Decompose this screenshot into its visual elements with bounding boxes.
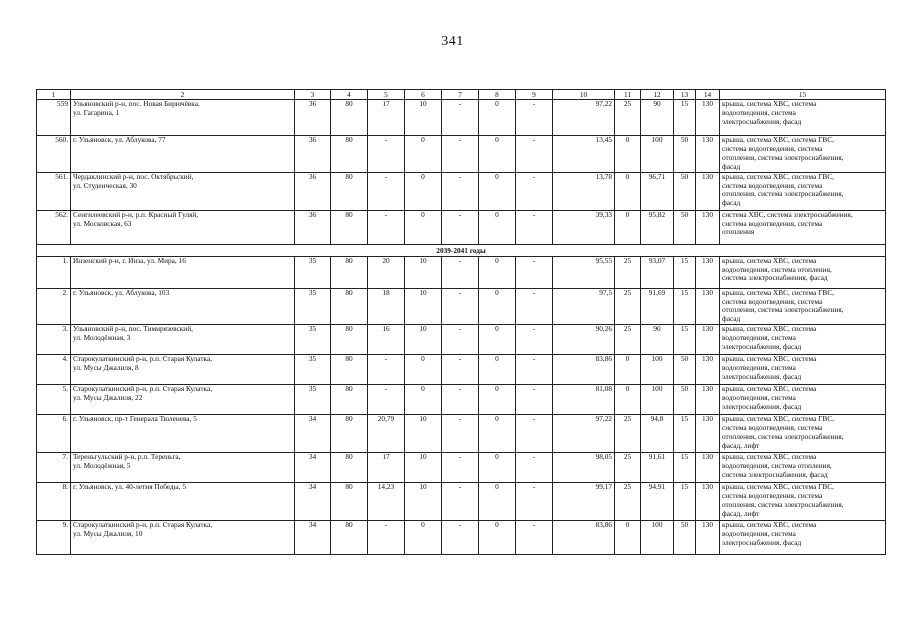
col-13: 50 — [674, 210, 696, 244]
col-6: 10 — [405, 483, 442, 521]
col-9: - — [516, 100, 553, 136]
address — [71, 415, 295, 453]
table-row — [37, 100, 886, 136]
table-row — [37, 172, 886, 210]
col-8: 0 — [479, 521, 516, 555]
work-types-line: отопления, система электроснабжения, — [722, 152, 844, 162]
col-6: 10 — [405, 325, 442, 355]
row-number: 559 — [37, 100, 71, 136]
work-types-line: фасад — [722, 314, 741, 324]
table-row — [37, 483, 886, 521]
work-types — [720, 210, 886, 244]
work-types-line: электроснабжения, фасад — [722, 342, 802, 352]
col-10: 83,86 — [553, 521, 615, 555]
work-types-line: система ХВС, система электроснабжения, — [722, 210, 853, 219]
col-9: - — [516, 385, 553, 415]
column-header: 8 — [479, 90, 516, 100]
address — [71, 453, 295, 483]
col-4: 80 — [331, 385, 368, 415]
col-6: 10 — [405, 415, 442, 453]
col-4: 80 — [331, 256, 368, 288]
col-11: 25 — [615, 288, 641, 325]
col-14: 130 — [696, 453, 720, 483]
section-title: 2039-2041 годы — [37, 244, 886, 256]
col-12: 96,71 — [641, 172, 674, 210]
col-13: 50 — [674, 521, 696, 555]
work-types-line: крыша, система ХВС, система — [722, 384, 817, 394]
column-header: 11 — [615, 90, 641, 100]
col-7: - — [442, 172, 479, 210]
col-14: 130 — [696, 355, 720, 385]
col-7: - — [442, 256, 479, 288]
work-types-line: крыша, система ХВС, система — [722, 324, 817, 334]
col-5: 14,23 — [368, 483, 405, 521]
work-types-line: крыша, система ХВС, система ГВС, — [722, 414, 834, 424]
col-10: 97,22 — [553, 415, 615, 453]
address-line: Ульяновский р-н, пос. Тимирязевский, — [73, 324, 193, 334]
work-types-line: система электроснабжения, фасад — [722, 273, 828, 283]
col-9: - — [516, 355, 553, 385]
row-number: 2. — [37, 288, 71, 325]
col-11: 25 — [615, 100, 641, 136]
col-10: 39,33 — [553, 210, 615, 244]
col-13: 50 — [674, 385, 696, 415]
col-11: 25 — [615, 483, 641, 521]
col-8: 0 — [479, 256, 516, 288]
work-types-line: фасад, лифт — [722, 508, 760, 518]
work-types-line: система водоотведения, система — [722, 143, 823, 153]
address — [71, 521, 295, 555]
work-types-line: крыша, система ХВС, система — [722, 99, 817, 108]
col-7: - — [442, 325, 479, 355]
work-types-line: отопления, система электроснабжения, — [722, 189, 844, 199]
col-3: 34 — [295, 521, 331, 555]
table-body-group1 — [37, 100, 886, 245]
column-header: 1 — [37, 90, 71, 100]
col-8: 0 — [479, 355, 516, 385]
address-line: Инзенский р-н, г. Инза, ул. Мира, 16 — [73, 256, 186, 265]
work-types-line: отопления, система электроснабжения, — [722, 500, 844, 510]
column-header: 12 — [641, 90, 674, 100]
col-13: 50 — [674, 136, 696, 173]
col-11: 0 — [615, 355, 641, 385]
col-14: 130 — [696, 210, 720, 244]
work-types-line: фасад — [722, 161, 741, 171]
work-types — [720, 415, 886, 453]
address — [71, 385, 295, 415]
col-10: 98,05 — [553, 453, 615, 483]
col-11: 25 — [615, 325, 641, 355]
col-13: 15 — [674, 483, 696, 521]
column-header: 14 — [696, 90, 720, 100]
address-line: Ульяновский р-н, пос. Новая Бирючёвка, — [73, 99, 200, 108]
col-9: - — [516, 325, 553, 355]
address-line: ул. Мусы Джалиля, 10 — [73, 529, 143, 539]
col-7: - — [442, 385, 479, 415]
col-3: 36 — [295, 136, 331, 173]
column-header: 9 — [516, 90, 553, 100]
col-12: 93,07 — [641, 256, 674, 288]
table-row — [37, 415, 886, 453]
col-9: - — [516, 453, 553, 483]
col-5: - — [368, 136, 405, 173]
col-10: 13,45 — [553, 136, 615, 173]
col-3: 35 — [295, 288, 331, 325]
work-types-line: система водоотведения, система — [722, 491, 823, 501]
address-line: г. Ульяновск, ул. 40-летия Победы, 5 — [73, 482, 186, 492]
address-line: г. Ульяновск, пр-т Генерала Тюленева, 5 — [73, 414, 197, 424]
col-7: - — [442, 483, 479, 521]
col-6: 0 — [405, 521, 442, 555]
row-number: 6. — [37, 415, 71, 453]
col-13: 50 — [674, 172, 696, 210]
col-3: 34 — [295, 483, 331, 521]
col-8: 0 — [479, 136, 516, 173]
work-types-line: система водоотведения, система — [722, 180, 823, 190]
work-types-line: система водоотведения, система — [722, 423, 823, 433]
col-6: 10 — [405, 453, 442, 483]
col-13: 50 — [674, 355, 696, 385]
work-types-line: крыша, система ХВС, система ГВС, — [722, 135, 834, 144]
col-7: - — [442, 100, 479, 136]
work-types-line: отопления — [722, 227, 755, 237]
work-types — [720, 256, 886, 288]
col-7: - — [442, 210, 479, 244]
col-13: 15 — [674, 325, 696, 355]
col-3: 36 — [295, 210, 331, 244]
table-row — [37, 210, 886, 244]
work-types-line: система водоотведения, система — [722, 218, 823, 228]
col-6: 10 — [405, 256, 442, 288]
col-4: 80 — [331, 355, 368, 385]
col-8: 0 — [479, 385, 516, 415]
col-12: 100 — [641, 355, 674, 385]
column-header: 5 — [368, 90, 405, 100]
col-13: 15 — [674, 256, 696, 288]
col-4: 80 — [331, 325, 368, 355]
work-types-line: отопления, система электроснабжения, — [722, 432, 844, 442]
work-types-line: крыша, система ХВС, система — [722, 354, 817, 364]
work-types-line: крыша, система ХВС, система — [722, 452, 817, 462]
address-line: г. Ульяновск, ул. Аблукова, 77 — [73, 135, 166, 144]
work-types-line: водоотведения, система — [722, 393, 796, 403]
col-7: - — [442, 288, 479, 325]
col-9: - — [516, 288, 553, 325]
row-number: 3. — [37, 325, 71, 355]
col-4: 80 — [331, 136, 368, 173]
work-types-line: фасад, лифт — [722, 440, 760, 450]
col-10: 95,55 — [553, 256, 615, 288]
col-11: 0 — [615, 210, 641, 244]
col-3: 35 — [295, 325, 331, 355]
table-body-group2 — [37, 256, 886, 555]
address — [71, 172, 295, 210]
column-header: 7 — [442, 90, 479, 100]
address — [71, 100, 295, 136]
col-10: 90,26 — [553, 325, 615, 355]
col-4: 80 — [331, 453, 368, 483]
col-12: 95,82 — [641, 210, 674, 244]
col-6: 0 — [405, 210, 442, 244]
col-8: 0 — [479, 100, 516, 136]
col-3: 34 — [295, 415, 331, 453]
work-types-line: крыша, система ХВС, система — [722, 520, 817, 530]
row-number: 9. — [37, 521, 71, 555]
col-8: 0 — [479, 325, 516, 355]
column-header: 2 — [71, 90, 295, 100]
address-line: Чердаклинский р-н, пос. Октябрьский, — [73, 172, 194, 181]
col-4: 80 — [331, 288, 368, 325]
col-14: 130 — [696, 172, 720, 210]
col-8: 0 — [479, 288, 516, 325]
col-7: - — [442, 415, 479, 453]
col-9: - — [516, 415, 553, 453]
col-11: 25 — [615, 453, 641, 483]
work-types-line: водоотведения, система — [722, 107, 796, 117]
col-8: 0 — [479, 453, 516, 483]
col-5: - — [368, 521, 405, 555]
col-3: 36 — [295, 100, 331, 136]
col-3: 34 — [295, 453, 331, 483]
table-row — [37, 385, 886, 415]
col-8: 0 — [479, 483, 516, 521]
work-types — [720, 100, 886, 136]
col-8: 0 — [479, 415, 516, 453]
address — [71, 483, 295, 521]
col-12: 90 — [641, 325, 674, 355]
col-13: 15 — [674, 415, 696, 453]
col-5: - — [368, 172, 405, 210]
address — [71, 355, 295, 385]
section-heading-row — [37, 244, 886, 256]
work-types-line: система электроснабжения, фасад — [722, 470, 828, 480]
col-4: 80 — [331, 415, 368, 453]
col-12: 94,91 — [641, 483, 674, 521]
col-5: 17 — [368, 100, 405, 136]
column-header: 3 — [295, 90, 331, 100]
work-types-line: водоотведения, система — [722, 363, 796, 373]
col-4: 80 — [331, 483, 368, 521]
work-types-line: отопления, система электроснабжения, — [722, 305, 844, 315]
col-8: 0 — [479, 210, 516, 244]
col-13: 15 — [674, 453, 696, 483]
col-5: - — [368, 385, 405, 415]
address — [71, 136, 295, 173]
col-7: - — [442, 521, 479, 555]
column-number-row — [37, 90, 886, 100]
table-row — [37, 521, 886, 555]
address — [71, 288, 295, 325]
row-number: 4. — [37, 355, 71, 385]
row-number: 561. — [37, 172, 71, 210]
address-line: ул. Мусы Джалиля, 22 — [73, 393, 143, 403]
col-8: 0 — [479, 172, 516, 210]
work-types-line: электроснабжения, фасад — [722, 402, 802, 412]
col-12: 91,61 — [641, 453, 674, 483]
col-13: 15 — [674, 288, 696, 325]
work-types — [720, 483, 886, 521]
work-types — [720, 172, 886, 210]
work-types-line: крыша, система ХВС, система ГВС, — [722, 172, 834, 181]
row-number: 1. — [37, 256, 71, 288]
work-types-line: система водоотведения, система — [722, 296, 823, 306]
col-11: 0 — [615, 172, 641, 210]
col-14: 130 — [696, 325, 720, 355]
column-header: 4 — [331, 90, 368, 100]
col-11: 25 — [615, 415, 641, 453]
col-14: 130 — [696, 483, 720, 521]
col-3: 35 — [295, 385, 331, 415]
address-line: ул. Мусы Джалиля, 8 — [73, 363, 139, 373]
address-line: Старокулаткинский р-н, р.п. Старая Кулатка, — [73, 384, 213, 394]
row-number: 562. — [37, 210, 71, 244]
row-number: 8. — [37, 483, 71, 521]
col-12: 94,8 — [641, 415, 674, 453]
col-4: 80 — [331, 172, 368, 210]
col-12: 100 — [641, 385, 674, 415]
housing-repair-table — [36, 89, 886, 555]
column-header: 10 — [553, 90, 615, 100]
col-5: - — [368, 210, 405, 244]
work-types-line: водоотведения, система — [722, 333, 796, 343]
col-6: 0 — [405, 136, 442, 173]
col-14: 130 — [696, 136, 720, 173]
col-6: 0 — [405, 385, 442, 415]
work-types — [720, 288, 886, 325]
work-types-line: крыша, система ХВС, система — [722, 256, 817, 265]
col-12: 100 — [641, 521, 674, 555]
col-5: 20 — [368, 256, 405, 288]
address-line: Сенгилеевский р-н, р.п. Красный Гуляй, — [73, 210, 199, 219]
col-14: 130 — [696, 521, 720, 555]
table-row — [37, 355, 886, 385]
address-line: ул. Студенческая, 30 — [73, 180, 137, 190]
col-6: 0 — [405, 172, 442, 210]
col-10: 97,5 — [553, 288, 615, 325]
row-number: 7. — [37, 453, 71, 483]
address — [71, 325, 295, 355]
column-header: 15 — [720, 90, 886, 100]
col-5: 20,79 — [368, 415, 405, 453]
table-row — [37, 136, 886, 173]
col-11: 0 — [615, 521, 641, 555]
table-row — [37, 325, 886, 355]
col-12: 91,69 — [641, 288, 674, 325]
table-row — [37, 453, 886, 483]
work-types-line: электроснабжения, фасад — [722, 372, 802, 382]
col-11: 0 — [615, 136, 641, 173]
work-types-line: водоотведения, система отопления, — [722, 461, 832, 471]
work-types-line: крыша, система ХВС, система ГВС, — [722, 288, 834, 297]
col-5: 16 — [368, 325, 405, 355]
col-9: - — [516, 136, 553, 173]
address-line: ул. Молодёжная, 3 — [73, 333, 131, 343]
col-11: 25 — [615, 256, 641, 288]
col-12: 90 — [641, 100, 674, 136]
work-types — [720, 325, 886, 355]
address-line: ул. Московская, 63 — [73, 218, 132, 228]
col-4: 80 — [331, 210, 368, 244]
col-5: 17 — [368, 453, 405, 483]
col-5: - — [368, 355, 405, 385]
work-types — [720, 136, 886, 173]
table-row — [37, 256, 886, 288]
column-header: 13 — [674, 90, 696, 100]
col-7: - — [442, 355, 479, 385]
col-6: 10 — [405, 100, 442, 136]
address — [71, 210, 295, 244]
section-heading-body — [37, 244, 886, 256]
col-3: 35 — [295, 256, 331, 288]
column-header: 6 — [405, 90, 442, 100]
address-line: ул. Молодёжная, 5 — [73, 461, 131, 471]
col-14: 130 — [696, 100, 720, 136]
col-6: 0 — [405, 355, 442, 385]
address-line: Старокулаткинский р-н, р.п. Старая Кулатка, — [73, 520, 213, 530]
col-9: - — [516, 256, 553, 288]
col-9: - — [516, 521, 553, 555]
col-12: 100 — [641, 136, 674, 173]
col-10: 97,22 — [553, 100, 615, 136]
work-types — [720, 385, 886, 415]
address — [71, 256, 295, 288]
work-types-line: фасад — [722, 198, 741, 208]
col-5: 18 — [368, 288, 405, 325]
work-types-line: водоотведения, система отопления, — [722, 264, 832, 274]
work-types-line: электроснабжения, фасад — [722, 116, 802, 126]
col-7: - — [442, 453, 479, 483]
col-10: 99,17 — [553, 483, 615, 521]
address-line: Старокулаткинский р-н, р.п. Старая Кулатка, — [73, 354, 213, 364]
col-6: 10 — [405, 288, 442, 325]
address-line: Тереньгульский р-н, р.п. Тереньга, — [73, 452, 181, 462]
page-number: 341 — [441, 34, 464, 49]
work-types — [720, 355, 886, 385]
table-row — [37, 288, 886, 325]
col-3: 35 — [295, 355, 331, 385]
col-9: - — [516, 172, 553, 210]
work-types — [720, 521, 886, 555]
col-4: 80 — [331, 100, 368, 136]
col-10: 83,86 — [553, 355, 615, 385]
col-11: 0 — [615, 385, 641, 415]
col-9: - — [516, 483, 553, 521]
col-4: 80 — [331, 521, 368, 555]
address-line: ул. Гагарина, 1 — [73, 107, 120, 117]
col-10: 13,78 — [553, 172, 615, 210]
col-13: 15 — [674, 100, 696, 136]
col-7: - — [442, 136, 479, 173]
col-14: 130 — [696, 415, 720, 453]
row-number: 560. — [37, 136, 71, 173]
work-types-line: электроснабжения, фасад — [722, 538, 802, 548]
col-10: 81,08 — [553, 385, 615, 415]
row-number: 5. — [37, 385, 71, 415]
col-14: 130 — [696, 256, 720, 288]
col-14: 130 — [696, 288, 720, 325]
col-9: - — [516, 210, 553, 244]
work-types — [720, 453, 886, 483]
work-types-line: водоотведения, система — [722, 529, 796, 539]
col-3: 36 — [295, 172, 331, 210]
address-line: г. Ульяновск, ул. Аблукова, 103 — [73, 288, 170, 297]
work-types-line: крыша, система ХВС, система ГВС, — [722, 482, 834, 492]
col-14: 130 — [696, 385, 720, 415]
